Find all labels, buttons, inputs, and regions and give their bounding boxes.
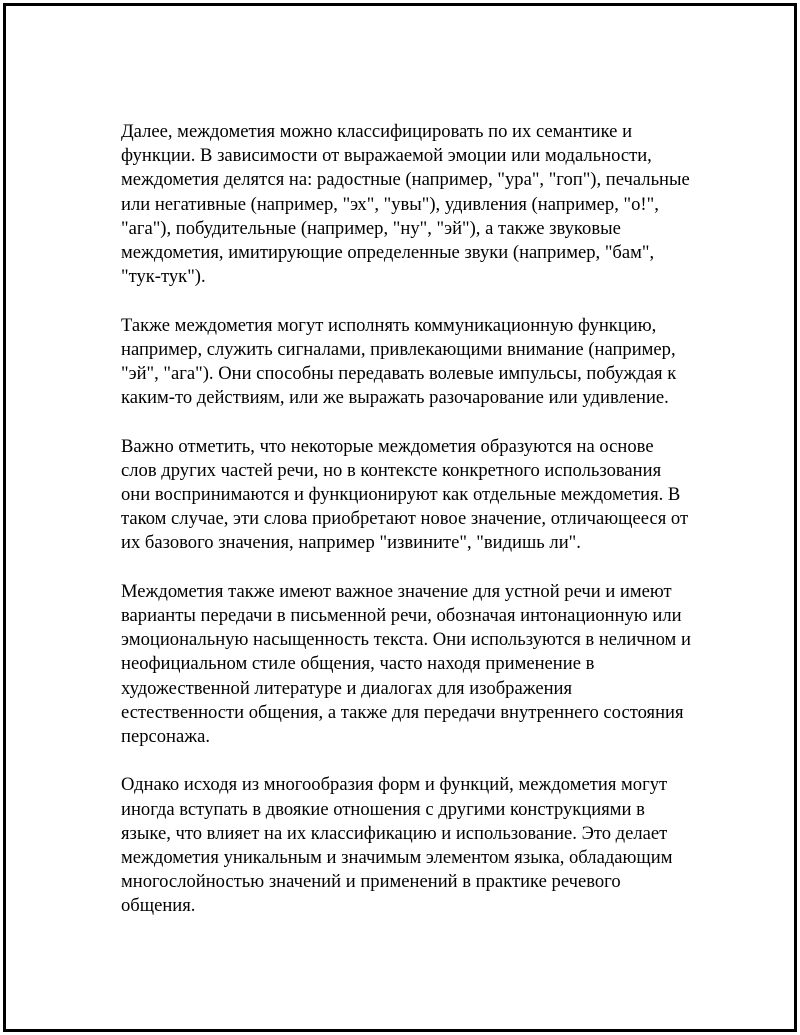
text-line: Междометия также имеют важное значение для устной речи и имеют [121, 580, 672, 602]
document-body [121, 120, 701, 943]
text-line: междометия делятся на: радостные (например, "ура", "гоп"), печальные [121, 169, 690, 191]
text-line: варианты передачи в письменной речи, обозначая интонационную или [121, 605, 682, 627]
text-line: неофициальном стиле общения, часто находя применение в [121, 653, 595, 675]
paragraph-4 [121, 580, 701, 749]
text-line: Также междометия могут исполнять коммуникационную функцию, [121, 314, 657, 336]
text-line: Однако исходя из многообразия форм и функций, междометия могут [121, 774, 668, 796]
text-line: их базового значения, например "извините", "видишь ли". [121, 532, 581, 554]
text-line: естественности общения, а также для передачи внутреннего состояния [121, 701, 684, 723]
text-line: междометия, имитирующие определенные звуки (например, "бам", [121, 242, 655, 264]
text-line: "ага"), побудительные (например, "ну", "эй"), а также звуковые [121, 217, 621, 239]
text-line: например, служить сигналами, привлекающими внимание (например, [121, 338, 676, 360]
text-line: каким-то действиям, или же выражать разочарование или удивление. [121, 387, 669, 409]
paragraph-1 [121, 120, 701, 289]
text-line: персонажа. [121, 726, 211, 748]
paragraph-5 [121, 773, 701, 918]
text-line: "тук-тук"). [121, 266, 206, 288]
text-line: междометия уникальным и значимым элементом языка, обладающим [121, 847, 673, 869]
text-line: Далее, междометия можно классифицировать по их семантике и [121, 121, 633, 142]
text-line: "эй", "ага"). Они способны передавать волевые импульсы, побуждая к [121, 363, 677, 385]
text-line: художественной литературе и диалогах для изображения [121, 677, 573, 699]
paragraph-2 [121, 314, 701, 411]
text-line: Важно отметить, что некоторые междометия образуются на основе [121, 435, 654, 457]
text-line: они воспринимаются и функционируют как отдельные междометия. В [121, 484, 681, 506]
paragraph-3 [121, 435, 701, 556]
text-line: слов других частей речи, но в контексте конкретного использования [121, 459, 662, 481]
text-line: языке, что влияет на их классификацию и использование. Это делает [121, 822, 668, 844]
text-line: многослойностью значений и применений в практике речевого [121, 871, 621, 893]
text-line: общения. [121, 895, 196, 917]
text-line: или негативные (например, "эх", "увы"), удивления (например, "о!", [121, 193, 659, 215]
text-line: иногда вступать в двоякие отношения с другими конструкциями в [121, 798, 645, 820]
text-line: функции. В зависимости от выражаемой эмоции или модальности, [121, 145, 652, 167]
page-border [3, 3, 797, 1032]
text-line: эмоциональную насыщенность текста. Они используются в неличном и [121, 629, 691, 651]
text-line: таком случае, эти слова приобретают новое значение, отличающееся от [121, 508, 689, 530]
